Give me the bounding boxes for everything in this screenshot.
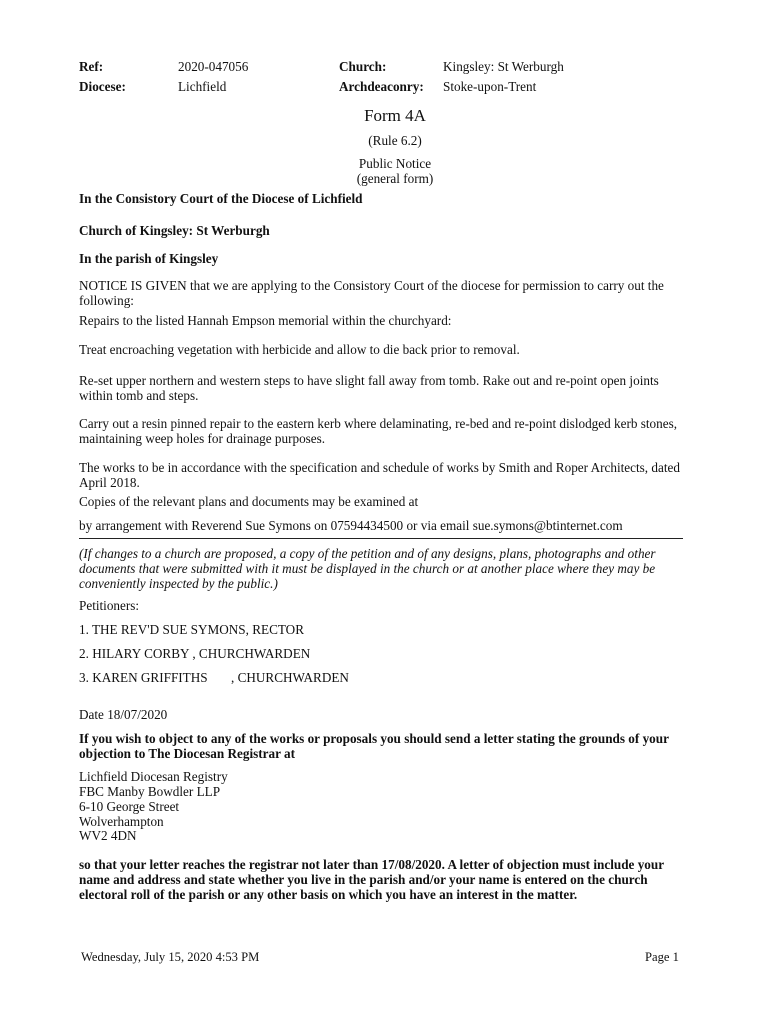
- ref-value: 2020-047056: [178, 59, 249, 74]
- objection-intro: If you wish to object to any of the works or proposals you should send a letter stating the grounds of your objection to The Diocesan Registrar at: [79, 731, 669, 761]
- diocese-value: Lichfield: [178, 79, 227, 94]
- works-item-3: Carry out a resin pinned repair to the eastern kerb where delaminating, re-bed and re-point dislodged kerb stones, maintaining weep holes for drainage purposes.: [79, 416, 677, 446]
- date-line: Date 18/07/2020: [79, 707, 168, 722]
- arrangement-text: by arrangement with Reverend Sue Symons on 07594434500 or via email sue.symons@btinternet.com: [79, 518, 623, 533]
- archdeaconry-label: Archdeaconry:: [339, 79, 424, 94]
- footer-timestamp: Wednesday, July 15, 2020 4:53 PM: [81, 950, 260, 964]
- address-line-1: Lichfield Diocesan Registry: [79, 769, 228, 784]
- court-heading: In the Consistory Court of the Diocese of Lichfield: [79, 191, 363, 206]
- repairs-intro: Repairs to the listed Hannah Empson memorial within the churchyard:: [79, 313, 452, 328]
- form-title: Form 4A: [364, 106, 426, 125]
- archdeaconry-value: Stoke-upon-Trent: [443, 79, 537, 94]
- petitioner-3: 3. KAREN GRIFFITHS: [79, 670, 208, 685]
- address-line-2: FBC Manby Bowdler LLP: [79, 784, 221, 799]
- address-line-3: 6-10 George Street: [79, 799, 180, 814]
- church-heading: Church of Kingsley: St Werburgh: [79, 223, 270, 238]
- form-rule: (Rule 6.2): [368, 133, 422, 148]
- petitioner-3-role: , CHURCHWARDEN: [231, 670, 349, 685]
- works-spec: The works to be in accordance with the specification and schedule of works by Smith and Roper Architects, dated April 2018.: [79, 460, 680, 490]
- church-value: Kingsley: St Werburgh: [443, 59, 564, 74]
- display-note: (If changes to a church are proposed, a copy of the petition and of any designs, plans, photographs and other documents that were submitted with it must be displayed in the church or at another place where they may be conveniently inspected by the public.): [79, 546, 656, 591]
- petitioners-label: Petitioners:: [79, 598, 140, 613]
- page-number: Page 1: [645, 950, 679, 964]
- notice-subtype: (general form): [356, 171, 434, 186]
- copies-text: Copies of the relevant plans and documents may be examined at: [79, 494, 419, 509]
- works-item-1: Treat encroaching vegetation with herbicide and allow to die back prior to removal.: [79, 342, 520, 357]
- notice-type: Public Notice: [358, 156, 432, 171]
- petitioner-1: 1. THE REV'D SUE SYMONS, RECTOR: [79, 622, 305, 637]
- works-item-2: Re-set upper northern and western steps to have slight fall away from tomb. Rake out and re-point open joints within tomb and steps.: [79, 373, 659, 403]
- notice-text: NOTICE IS GIVEN that we are applying to the Consistory Court of the diocese for permission to carry out the following:: [79, 278, 664, 308]
- address-line-4: Wolverhampton: [79, 814, 164, 829]
- divider: [79, 538, 683, 539]
- diocese-label: Diocese:: [79, 79, 126, 94]
- ref-label: Ref:: [79, 59, 104, 74]
- parish-heading: In the parish of Kingsley: [79, 251, 219, 266]
- objection-deadline: so that your letter reaches the registrar not later than 17/08/2020. A letter of objection must include your name and address and state whether you live in the parish and/or your name is entered on the church electoral roll of the parish or any other basis on which you have an interest in the matter.: [79, 857, 664, 902]
- church-label: Church:: [339, 59, 387, 74]
- address-postcode: WV2 4DN: [79, 828, 137, 843]
- petitioner-2: 2. HILARY CORBY , CHURCHWARDEN: [79, 646, 311, 661]
